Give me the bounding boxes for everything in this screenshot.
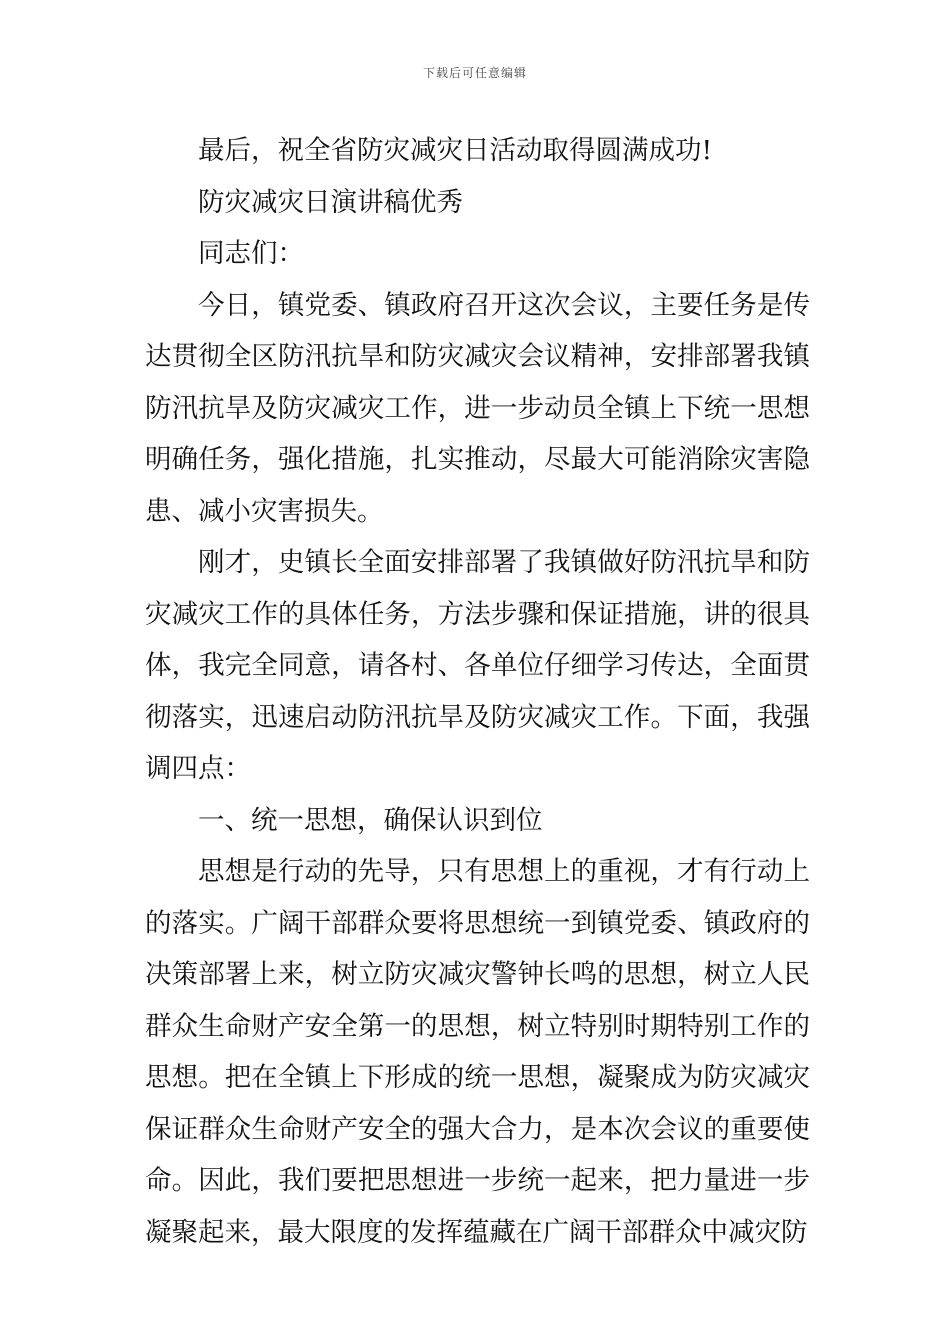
paragraph-closing-wish: 最后，祝全省防灾减灾日活动取得圆满成功! bbox=[198, 135, 713, 166]
header-note: 下载后可任意编辑 bbox=[422, 66, 527, 80]
document-body bbox=[145, 125, 810, 1258]
paragraph-previous-speech: 刚才，史镇长全面安排部署了我镇做好防汛抗旱和防灾减灾工作的具体任务，方法步骤和保证措施，讲的很具体，我完全同意，请各村、各单位仔细学习传达，全面贯彻落实，迅速启动防汛抗旱及防灾减灾工作。下面，我强调四点： bbox=[145, 547, 810, 784]
paragraph-section-heading: 一、统一思想，确保认识到位 bbox=[198, 804, 543, 836]
paragraph-title: 防灾减灾日演讲稿优秀 bbox=[198, 186, 463, 218]
paragraph-section-body: 思想是行动的先导，只有思想上的重视，才有行动上的落实。广阔干部群众要将思想统一到镇党委、镇政府的决策部署上来，树立防灾减灾警钟长鸣的思想，树立人民群众生命财产安全第一的思想，树立特别时期特别工作的思想。把在全镇上下形成的统一思想，凝聚成为防灾减灾保证群众生命财产安全的强大合力，是本次会议的重要使命。因此，我们要把思想进一步统一起来，把力量进一步凝聚起来，最大限度的发挥蕴藏在广阔干部群众中减灾防 bbox=[145, 856, 810, 1248]
paragraph-meeting-purpose: 今日，镇党委、镇政府召开这次会议，主要任务是传达贯彻全区防汛抗旱和防灾减灾会议精神，安排部署我镇防汛抗旱及防灾减灾工作，进一步动员全镇上下统一思想明确任务，强化措施，扎实推动，尽最大可能消除灾害隐患、减小灾害损失。 bbox=[145, 289, 810, 527]
paragraph-salutation: 同志们： bbox=[198, 238, 304, 269]
